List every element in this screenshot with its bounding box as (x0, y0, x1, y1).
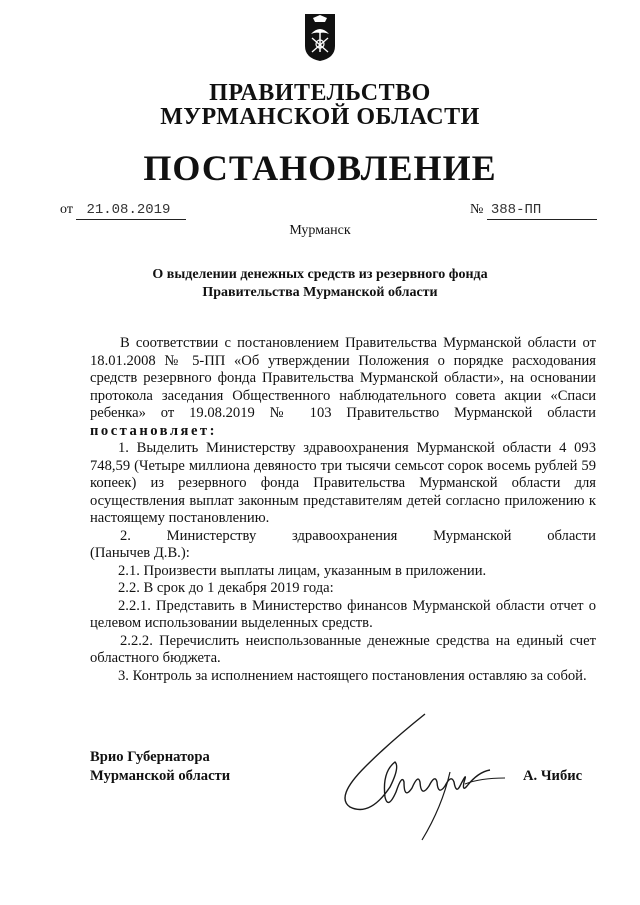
date-row (60, 201, 186, 220)
document-body (90, 335, 596, 685)
preamble-paragraph (90, 335, 596, 440)
item-3: 3. Контроль за исполнением настоящего постановления оставляю за собой. (118, 667, 587, 684)
position-line1: Врио Губернатора (90, 749, 210, 765)
city-name: Мурманск (289, 223, 351, 238)
document-date: 21.08.2019 (86, 202, 171, 218)
number-prefix: № (470, 202, 484, 217)
subject-line1: О выделении денежных средств из резервного фонда (152, 267, 488, 282)
signatory-name: А. Чибис (523, 768, 583, 784)
decree-word: постановляет: (90, 422, 217, 439)
org-title-line1: ПРАВИТЕЛЬСТВО (209, 80, 431, 106)
number-row (470, 201, 597, 220)
signatory-position (90, 748, 230, 786)
item-2-2-1: 2.2.1. Представить в Министерство финансов Мурманской области отчет о целевом использовании выделенных средств. (90, 597, 596, 631)
item-2-heading: 2. Министерству здравоохранения Мурманской области (120, 527, 596, 544)
subject-line2: Правительства Мурманской области (202, 285, 438, 300)
item-1: 1. Выделить Министерству здравоохранения Мурманской области 4 093 748,59 (Четыре миллиона девяносто три тысячи семьсот сорок восемь рублей 59 копеек) из резервного фонда Правительства Мурманской области для осуществления выплат законным представителям детей согласно приложению к настоящему постановлению. (90, 440, 596, 526)
item-2-person: (Панычев Д.В.): (90, 545, 190, 561)
date-prefix: от (60, 202, 73, 217)
item-2-2: 2.2. В срок до 1 декабря 2019 года: (118, 580, 334, 596)
coat-of-arms-icon (303, 12, 337, 62)
document-type: ПОСТАНОВЛЕНИЕ (143, 148, 497, 188)
item-2-1: 2.1. Произвести выплаты лицам, указанным в приложении. (118, 562, 487, 579)
position-line2: Мурманской области (90, 768, 231, 784)
document-subject (0, 266, 640, 302)
org-title-line2: МУРМАНСКОЙ ОБЛАСТИ (160, 104, 480, 130)
signature-icon (330, 712, 510, 842)
preamble-text: В соответствии с постановлением Правительства Мурманской области от 18.01.2008 № 5-ПП «Об утверждении Положения о порядке расходования средств резервного фонда Правительства Мурманской области», на основании протокола заседания Общественного наблюдательного совета акции «Спаси ребенка» от 19.08.2019 № 103 Правительство Мурманской области (90, 335, 596, 421)
document-number: 388-ПП (490, 202, 542, 218)
item-2-2-2: 2.2.2. Перечислить неиспользованные денежные средства на единый счет областного бюджета. (90, 632, 596, 666)
